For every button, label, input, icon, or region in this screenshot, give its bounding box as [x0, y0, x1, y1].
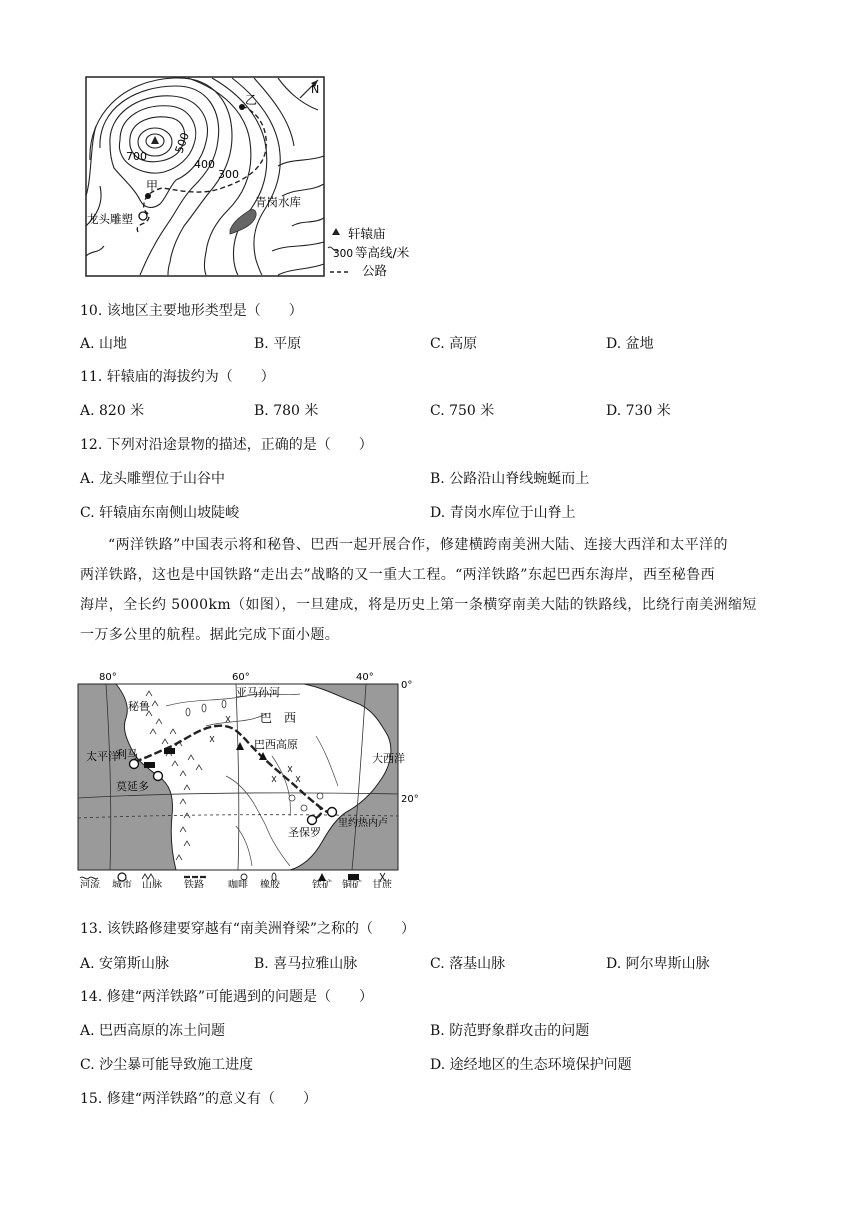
legend-contour-value: 300: [333, 248, 354, 260]
q11-stem: 11. 轩辕庙的海拔约为（ ）: [80, 369, 275, 385]
city-rio: [328, 808, 337, 817]
legend-railway: 铁路: [184, 880, 204, 888]
legend-coffee: 咖啡: [228, 880, 248, 888]
legend-contour-label: 等高线/米: [355, 245, 410, 260]
q15-stem: 15. 修建“两洋铁路”的意义有（ ）: [80, 1091, 318, 1107]
label-reservoir: 青岗水库: [255, 195, 301, 209]
legend-rubber: 橡胶: [260, 880, 280, 888]
contour-map-figure: [82, 76, 442, 280]
legend-mountain-icon: [142, 874, 154, 879]
q14-option-d[interactable]: D. 途经地区的生态环境保护问题: [430, 1057, 632, 1073]
label-dragon-sculpture: 龙头雕塑: [87, 212, 133, 226]
label-moyendo: 莫延多: [116, 780, 149, 793]
q12-stem: 12. 下列对沿途景物的描述，正确的是（ ）: [80, 437, 373, 453]
q10-stem: 10. 该地区主要地形类型是（ ）: [80, 303, 303, 319]
legend-copper: 铜矿: [342, 880, 362, 888]
q14-option-b[interactable]: B. 防范野象群攻击的问题: [430, 1023, 590, 1039]
q13-option-d[interactable]: D. 阿尔卑斯山脉: [606, 956, 710, 972]
legend-temple-label: 轩辕庙: [348, 226, 386, 241]
contour-label-700: 700: [126, 150, 147, 163]
label-pacific: 太平洋: [86, 750, 119, 763]
copper-mine-icon-2: [164, 748, 175, 754]
legend-iron: 铁矿: [312, 880, 332, 888]
q12-option-a[interactable]: A. 龙头雕塑位于山谷中: [80, 471, 226, 487]
q12-option-b[interactable]: B. 公路沿山脊线蜿蜒而上: [430, 471, 590, 487]
label-lima: 利马: [116, 748, 138, 761]
q14-option-a[interactable]: A. 巴西高原的冻土问题: [80, 1023, 226, 1039]
q14-option-c[interactable]: C. 沙尘暴可能导致施工进度: [80, 1057, 254, 1073]
passage-line-4: 一万多公里的航程。据此完成下面小题。: [80, 627, 340, 643]
q10-option-b[interactable]: B. 平原: [254, 336, 302, 352]
lon-40-label: 40°: [356, 672, 374, 683]
map2-legend: [80, 873, 393, 888]
label-rio: 里约热内卢: [338, 818, 388, 829]
legend-road-label: 公路: [362, 263, 388, 278]
q10-option-c[interactable]: C. 高原: [430, 336, 478, 352]
lon-60-label: 60°: [232, 672, 250, 683]
lat-20-label: 20°: [401, 794, 419, 805]
point-jia: [145, 193, 151, 199]
point-dragon-sculpture: [139, 212, 147, 220]
q11-option-b[interactable]: B. 780 米: [254, 403, 319, 419]
legend-river: 河流: [80, 880, 100, 888]
label-sao-paulo: 圣保罗: [288, 826, 321, 839]
contour-label-500: 500: [172, 130, 193, 156]
q11-option-a[interactable]: A. 820 米: [80, 403, 145, 419]
copper-mine-icon-1: [144, 762, 155, 768]
passage-line-1: “两洋铁路”中国表示将和秘鲁、巴西一起开展合作，修建横跨南美洲大陆、连接大西洋和太平洋的: [108, 537, 728, 553]
legend-sugarcane: 甘蔗: [372, 880, 392, 888]
legend-temple-icon: [332, 228, 340, 235]
q13-option-b[interactable]: B. 喜马拉雅山脉: [254, 956, 358, 972]
lat-0-label: 0°: [401, 680, 413, 691]
q12-option-d[interactable]: D. 青岗水库位于山脊上: [430, 505, 576, 521]
q10-option-a[interactable]: A. 山地: [80, 336, 128, 352]
legend-city: 城市: [112, 880, 132, 888]
q10-option-d[interactable]: D. 盆地: [606, 336, 654, 352]
label-brazil: 巴 西: [260, 711, 297, 725]
q13-option-c[interactable]: C. 落基山脉: [430, 956, 506, 972]
label-peru: 秘鲁: [128, 700, 150, 713]
label-atlantic: 大西洋: [372, 752, 405, 765]
contour-map: [82, 76, 442, 280]
q13-option-a[interactable]: A. 安第斯山脉: [80, 956, 170, 972]
label-yi: 乙: [245, 93, 258, 107]
passage-line-2: 两洋铁路，这也是中国铁路“走出去”战略的又一重大工程。“两洋铁路”东起巴西东海岸，西至秘鲁西: [80, 567, 716, 583]
map1-legend: [328, 226, 410, 278]
q14-stem: 14. 修建“两洋铁路”可能遇到的问题是（ ）: [80, 989, 374, 1005]
passage-line-3: 海岸，全长约 5000km（如图），一旦建成，将是历史上第一条横穿南美大陆的铁路线，比绕行南美洲缩短: [80, 597, 757, 613]
legend-mountain: 山脉: [142, 880, 162, 888]
city-moyendo: [154, 772, 163, 781]
lon-80-label: 80°: [99, 672, 117, 683]
label-brazil-plateau: 巴西高原: [254, 738, 298, 751]
railway-map-figure: [76, 666, 426, 888]
legend-river-icon: [80, 877, 98, 879]
q13-stem: 13. 该铁路修建要穿越有“南美洲脊梁”之称的（ ）: [80, 921, 416, 937]
q11-option-c[interactable]: C. 750 米: [430, 403, 495, 419]
label-jia: 甲: [146, 179, 159, 193]
label-amazon: 亚马孙河: [236, 686, 280, 699]
q11-option-d[interactable]: D. 730 米: [606, 403, 671, 419]
contour-label-400: 400: [194, 158, 215, 171]
railway-map: [76, 666, 426, 888]
north-label: N: [311, 83, 320, 96]
contour-label-300: 300: [218, 168, 239, 181]
city-sao-paulo: [308, 816, 317, 825]
reading-passage: [80, 530, 780, 650]
q12-option-c[interactable]: C. 轩辕庙东南侧山坡陡峻: [80, 505, 240, 521]
